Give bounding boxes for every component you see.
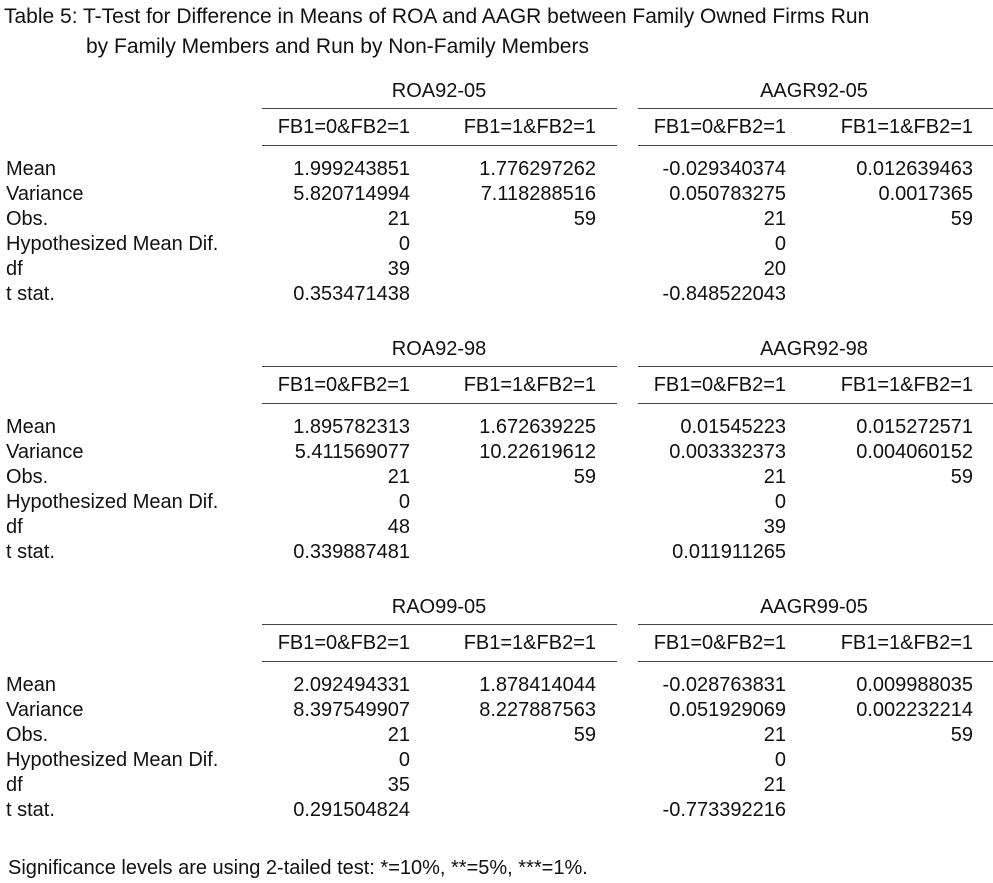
table-cell: 0.002232214 (856, 699, 973, 721)
header-rule (638, 661, 993, 662)
row-label: t stat. (6, 283, 55, 305)
table-cell: 0.01545223 (680, 416, 786, 438)
significance-footnote: Significance levels are using 2-tailed test: *=10%, **=5%, ***=1%. (8, 857, 588, 879)
column-header: FB1=0&FB2=1 (277, 374, 410, 396)
table-cell: 8.397549907 (293, 699, 410, 721)
table-cell: 7.118288516 (480, 183, 596, 205)
column-header: FB1=0&FB2=1 (277, 116, 410, 138)
table-cell: 0.003332373 (669, 441, 786, 463)
table-cell: 59 (573, 466, 596, 488)
table-cell: 48 (387, 516, 410, 538)
table-cell: 0 (774, 491, 786, 513)
table-cell: 59 (950, 466, 973, 488)
column-header: FB1=1&FB2=1 (463, 374, 596, 396)
table-panel (0, 78, 993, 318)
column-header: FB1=0&FB2=1 (653, 632, 786, 654)
table-cell: 21 (763, 208, 786, 230)
variable-group-header: AAGR99-05 (760, 596, 868, 618)
table-cell: 5.411569077 (294, 441, 410, 463)
table-cell: 0.0017365 (878, 183, 973, 205)
row-label: df (6, 258, 23, 280)
table-panel (0, 336, 993, 576)
table-cell: 0.291504824 (293, 799, 410, 821)
variable-group-header: RAO99-05 (391, 596, 487, 618)
table-cell: 21 (763, 724, 786, 746)
table-cell: 20 (763, 258, 786, 280)
header-rule (262, 145, 617, 146)
table-cell: 21 (387, 466, 410, 488)
table-cell: 0.012639463 (856, 158, 973, 180)
row-label: t stat. (6, 541, 55, 563)
row-label: Hypothesized Mean Dif. (6, 749, 219, 771)
variable-group-header: AAGR92-98 (760, 338, 868, 360)
table-cell: 1.776297262 (479, 158, 596, 180)
row-label: Variance (6, 699, 84, 721)
group-rule (638, 366, 993, 367)
row-label: Mean (6, 416, 57, 438)
column-header: FB1=0&FB2=1 (653, 374, 786, 396)
row-label: Hypothesized Mean Dif. (6, 233, 219, 255)
table-cell: 8.227887563 (479, 699, 596, 721)
column-header: FB1=1&FB2=1 (840, 116, 973, 138)
table-cell: 10.22619612 (479, 441, 596, 463)
group-rule (262, 624, 617, 625)
table-cell: 0 (774, 749, 786, 771)
table-cell: 1.878414044 (479, 674, 596, 696)
table-cell: 0.050783275 (669, 183, 786, 205)
table-cell: -0.848522043 (662, 283, 786, 305)
row-label: Mean (6, 674, 57, 696)
table-cell: 39 (387, 258, 410, 280)
table-cell: -0.029340374 (662, 158, 786, 180)
table-cell: -0.028763831 (662, 674, 786, 696)
table-cell: 0 (774, 233, 786, 255)
row-label: Variance (6, 441, 84, 463)
header-rule (262, 403, 617, 404)
table-title-line-2: by Family Members and Run by Non-Family Members (86, 35, 589, 58)
table-cell: 21 (763, 774, 786, 796)
column-header: FB1=1&FB2=1 (463, 632, 596, 654)
table-cell: 39 (763, 516, 786, 538)
row-label: Obs. (6, 208, 49, 230)
group-rule (638, 108, 993, 109)
column-header: FB1=1&FB2=1 (840, 374, 973, 396)
group-rule (638, 624, 993, 625)
row-label: Obs. (6, 724, 49, 746)
table-cell: 5.820714994 (293, 183, 410, 205)
column-header: FB1=1&FB2=1 (463, 116, 596, 138)
variable-group-header: ROA92-98 (391, 338, 487, 360)
header-rule (262, 661, 617, 662)
table-cell: 59 (573, 208, 596, 230)
table-cell: 35 (387, 774, 410, 796)
table-title-line-1: Table 5: T-Test for Difference in Means of ROA and AAGR between Family Owned Firms Run (4, 5, 870, 28)
column-header: FB1=0&FB2=1 (277, 632, 410, 654)
table-cell: 21 (387, 724, 410, 746)
column-header: FB1=1&FB2=1 (840, 632, 973, 654)
header-rule (638, 403, 993, 404)
table-cell: 21 (387, 208, 410, 230)
column-header: FB1=0&FB2=1 (653, 116, 786, 138)
table-cell: 59 (950, 724, 973, 746)
table-cell: 0 (398, 233, 410, 255)
table-cell: 2.092494331 (293, 674, 410, 696)
row-label: df (6, 774, 23, 796)
table-cell: -0.773392216 (662, 799, 786, 821)
variable-group-header: AAGR92-05 (760, 80, 868, 102)
group-rule (262, 108, 617, 109)
row-label: Variance (6, 183, 84, 205)
table-cell: 0.339887481 (293, 541, 410, 563)
table-cell: 0.011911265 (672, 541, 786, 563)
row-label: df (6, 516, 23, 538)
table-cell: 1.895782313 (293, 416, 410, 438)
row-label: Hypothesized Mean Dif. (6, 491, 219, 513)
table-cell: 1.672639225 (479, 416, 596, 438)
row-label: Obs. (6, 466, 49, 488)
table-cell: 0.004060152 (856, 441, 973, 463)
table-cell: 21 (763, 466, 786, 488)
variable-group-header: ROA92-05 (391, 80, 487, 102)
table-cell: 1.999243851 (293, 158, 410, 180)
table-cell: 59 (573, 724, 596, 746)
table-cell: 0.009988035 (856, 674, 973, 696)
row-label: Mean (6, 158, 57, 180)
table-cell: 0.353471438 (293, 283, 410, 305)
table-cell: 0 (398, 749, 410, 771)
table-cell: 0.051929069 (669, 699, 786, 721)
group-rule (262, 366, 617, 367)
table-cell: 0 (398, 491, 410, 513)
header-rule (638, 145, 993, 146)
table-cell: 0.015272571 (856, 416, 973, 438)
row-label: t stat. (6, 799, 55, 821)
table-panel (0, 594, 993, 834)
table-cell: 59 (950, 208, 973, 230)
